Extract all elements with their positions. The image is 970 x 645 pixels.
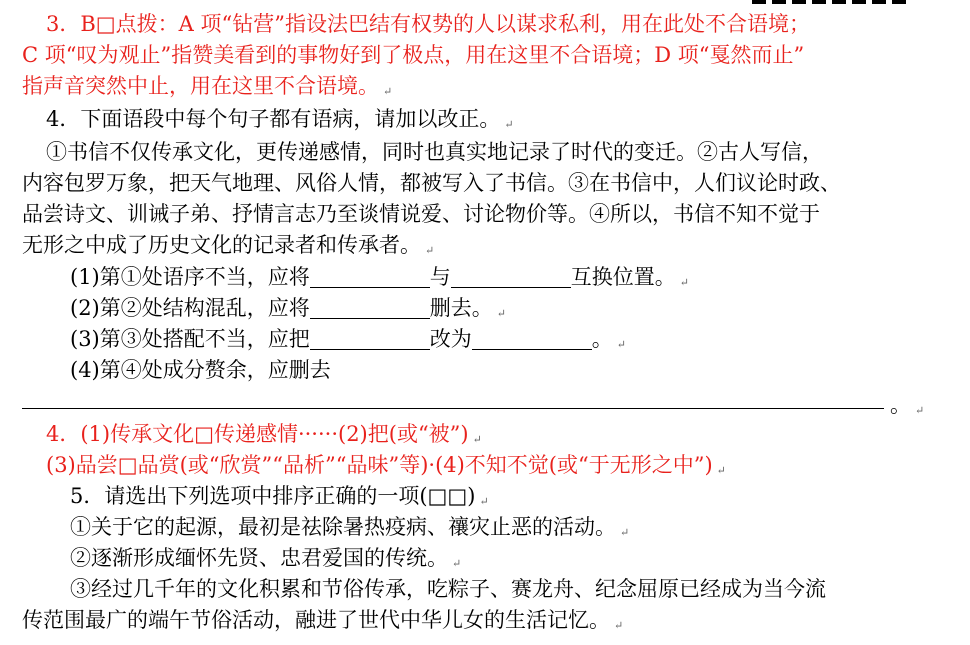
blank-4-answer-line[interactable] [22,408,884,409]
blank-3b[interactable] [472,327,592,350]
q5-item1: ①关于它的起源，最初是祛除暑热疫病、禳灾止恶的活动。 ↵ [70,515,630,539]
blank-3a[interactable] [310,327,430,350]
q5-item2: ②逐渐形成缅怀先贤、忠君爱国的传统。 ↵ [70,546,462,570]
answer3-line1: 3．B□点拨：A 项“钻营”指设法巴结有权势的人以谋求私利，用在此处不合语境； [46,12,810,36]
blank-1b[interactable] [451,265,571,288]
answer3-line3: 指声音突然中止，用在这里不合语境。 ↵ [22,74,393,98]
blank-1a[interactable] [310,265,430,288]
q4-para-line2: 内容包罗万象，把天气地理、风俗人情，都被写入了书信。③在书信中，人们议论时政、 [22,171,841,195]
q4-para-line4: 无形之中成了历史文化的记录者和传承者。 ↵ [22,233,435,257]
q5-item3-line1: ③经过几千年的文化积累和节俗传承，吃粽子、赛龙舟、纪念屈原已经成为当今流 [70,577,826,601]
q5-item3-line2: 传范围最广的端午节俗活动，融进了世代中华儿女的生活记忆。 ↵ [22,608,624,632]
q4-sub1: (1)第①处语序不当，应将 与 互换位置。 ↵ [70,265,689,289]
blank-2[interactable] [310,296,430,319]
q4-sub2: (2)第②处结构混乱，应将 删去。 ↵ [70,296,506,320]
answer3-line2: C 项“叹为观止”指赞美看到的事物好到了极点，用在这里不合语境；D 项“戛然而止” [22,43,805,67]
q5-stem: 5．请选出下列选项中排序正确的一项(□□) ↵ [70,484,489,508]
q4-sub4-end: 。 ↵ [890,393,925,417]
answer4-line2: (3)品尝□品赏(或“欣赏”“品析”“品味”等)·(4)不知不觉(或“于无形之中”) ↵ [46,453,726,477]
q4-para-line1: ①书信不仅传承文化，更传递感情，同时也真实地记录了时代的变迁。②古人写信， [46,140,823,164]
q4-stem: 4．下面语段中每个句子都有语病，请加以改正。 ↵ [46,107,514,131]
cropped-header-mark [752,0,912,4]
q4-para-line3: 品尝诗文、训诫子弟、抒情言志乃至谈情说爱、讨论物价等。④所以，书信不知不觉于 [22,202,820,226]
answer4-line1: 4．(1)传承文化□传递感情······(2)把(或“被”) ↵ [46,422,482,446]
q4-sub3: (3)第③处搭配不当，应把 改为 。 ↵ [70,327,626,351]
q4-sub4: (4)第④处成分赘余，应删去 [70,358,331,382]
